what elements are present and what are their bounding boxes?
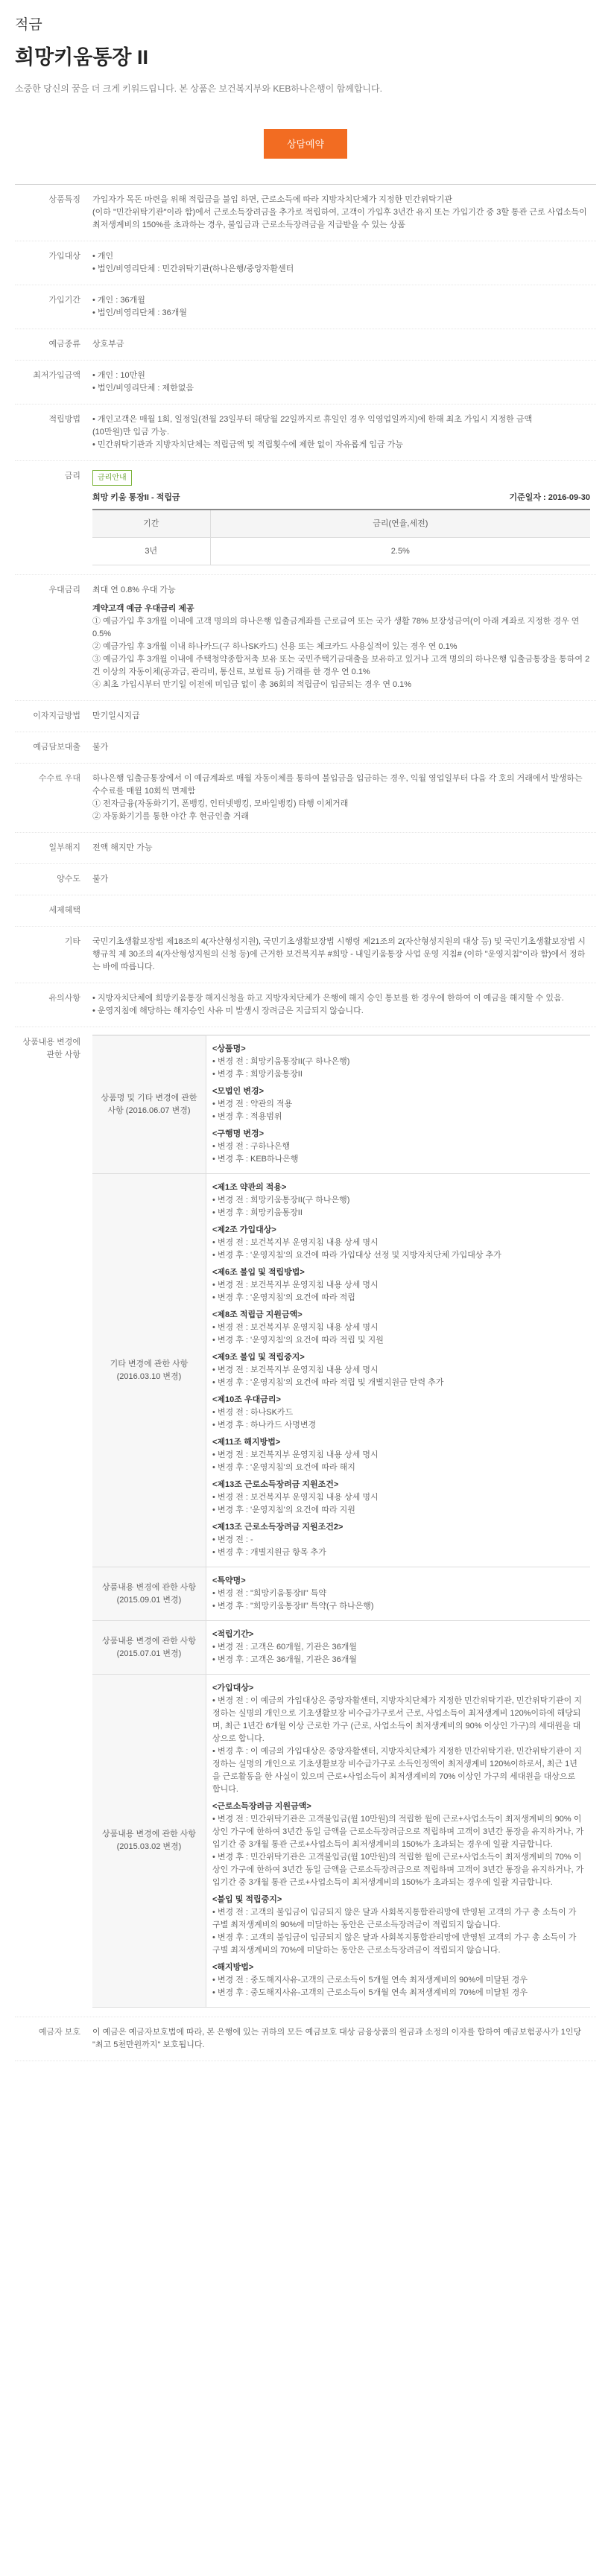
change-line: • 변경 전 : -	[212, 1535, 253, 1544]
row-transfer	[15, 864, 596, 895]
row-value	[92, 194, 596, 232]
row-value: 만기일시지급	[92, 711, 140, 720]
change-section-heading: <해지방법>	[212, 1963, 254, 1972]
change-line: • 변경 전 : 보건복지부 운영지침 내용 상세 명시	[212, 1450, 379, 1459]
change-block-title: 상품내용 변경에 관한 사항 (2015.03.02 변경)	[92, 1675, 206, 2008]
change-block-content	[206, 1621, 591, 1675]
change-block-content	[206, 1174, 591, 1567]
text-line: ① 전자금융(자동화기기, 폰뱅킹, 인터넷뱅킹, 모바일뱅킹) 타행 이체거래	[92, 799, 349, 808]
row-tax	[15, 895, 596, 927]
table-row	[92, 538, 590, 565]
column-header: 기간	[92, 510, 210, 538]
change-section-heading: <상품명>	[212, 1044, 246, 1053]
change-line: • 변경 전 : 약관의 적용	[212, 1100, 293, 1108]
change-section-heading: <제13조 근로소득장려금 지원조건>	[212, 1480, 339, 1489]
row-min-amount	[15, 361, 596, 405]
row-value	[92, 1036, 596, 2008]
change-line: • 변경 후 : 이 예금의 가입대상은 중앙자활센터, 지방자치단체가 지정한 민간위탁기관, 민간위탁기관이 지정하는 실명의 개인으로 기초생활보장 비수급가구로 소득인정액이 최저생계비 120%이하로서, 최근 1년을 근로활동을 한 사실이 있으며 근로+사업소득이 최저생계비의 70% 이상인 가구의 세대원을 대상으로 합니다.	[212, 1747, 582, 1794]
change-section-heading: <특약명>	[212, 1576, 246, 1585]
change-line: • 변경 후 : "희망키움통장II" 특약(구 하나은행)	[212, 1602, 374, 1611]
change-section-heading: <제11조 해지방법>	[212, 1438, 281, 1447]
change-line: • 변경 후 : '운영지침'의 요건에 따라 가입대상 선정 및 지방자치단체 가입대상 추가	[212, 1251, 501, 1260]
row-method	[15, 405, 596, 461]
row-value	[92, 904, 596, 917]
text-line: • 개인고객은 매월 1회, 일정일(전월 23일부터 해당월 22일까지로 휴일인 경우 익영업일까지)에 한해 최초 가입시 지정한 금액	[92, 415, 533, 424]
text-line: • 개인 : 36개월	[92, 296, 145, 305]
change-section-heading: <제6조 불입 및 적립방법>	[212, 1268, 305, 1277]
row-deposit-loan	[15, 732, 596, 764]
row-interest-pay	[15, 701, 596, 732]
changes-table	[92, 1035, 590, 2008]
change-section-heading: <제10조 우대금리>	[212, 1395, 281, 1404]
text-line: ④ 최초 가입시부터 만기일 이전에 미입금 없이 총 36회의 적립금이 입금되는 경우 연 0.1%	[92, 680, 412, 689]
change-line: • 변경 전 : 이 예금의 가입대상은 중앙자활센터, 지방자치단체가 지정한 민간위탁기관, 민간위탁기관이 지정하는 실명의 개인으로 기초생활보장 비수급가구로서 근로, 사업소득이 최저생계비 120%이하에 해당되며, 최근 1년간 6개월 이상 근로한 가구 (근로, 사업소득이 최저생계비의 90% 이상인 가구)의 세대원을 대상으로 합니다.	[212, 1696, 582, 1743]
change-line: • 변경 전 : 희망키움통장II(구 하나은행)	[212, 1057, 350, 1066]
change-line: • 변경 전 : 보건복지부 운영지침 내용 상세 명시	[212, 1323, 379, 1332]
row-label: 수수료 우대	[38, 774, 80, 783]
text-line: • 지방자치단체에 희망키움통장 해지신청을 하고 지방자치단체가 은행에 해지 승인 통보를 한 경우에 한하여 이 예금을 해지할 수 있음.	[92, 994, 564, 1003]
row-label: 가입기간	[48, 296, 80, 305]
row-period	[15, 285, 596, 329]
change-block-title: 상품내용 변경에 관한 사항 (2015.09.01 변경)	[92, 1567, 206, 1621]
change-block-row	[92, 1621, 590, 1675]
row-label: 예금자 보호	[38, 2028, 80, 2037]
row-fee	[15, 764, 596, 833]
text-line: • 법인/비영리단체 : 36개월	[92, 308, 188, 317]
row-label: 최저가입금액	[33, 371, 80, 380]
row-label: 예금종류	[48, 340, 80, 349]
row-label: 이자지급방법	[33, 711, 80, 720]
change-section-heading: <불입 및 적립중지>	[212, 1895, 282, 1904]
change-line: • 변경 전 : 보건복지부 운영지침 내용 상세 명시	[212, 1238, 379, 1247]
text-line: 하나은행 입출금통장에서 이 예금계좌로 매월 자동이체를 통하여 불입금을 입금하는 경우, 익월 영업일부터 다음 각 호의 거래에서 발생하는 수수료를 매월 10회씩 면제함	[92, 774, 583, 796]
change-line: • 변경 후 : 고객은 36개월, 기관은 36개월	[212, 1655, 357, 1664]
rate-info-badge[interactable]: 금리안내	[92, 470, 132, 486]
change-block-content	[206, 1567, 591, 1621]
row-bonus-rate	[15, 575, 596, 701]
change-line: • 변경 전 : 희망키움통장II(구 하나은행)	[212, 1196, 350, 1205]
change-line: • 변경 후 : 개별지원금 항목 추가	[212, 1548, 326, 1557]
change-block-row	[92, 1035, 590, 1174]
change-section-heading: <적립기간>	[212, 1630, 254, 1639]
change-line: • 변경 전 : 보건복지부 운영지침 내용 상세 명시	[212, 1493, 379, 1502]
row-label: 세제혜택	[48, 906, 80, 915]
text-line: (10만원)만 입금 가능.	[92, 428, 170, 437]
rate-base-date: 기준일자 : 2016-09-30	[509, 493, 590, 502]
table-cell: 2.5%	[210, 538, 590, 565]
consult-reservation-button[interactable]: 상담예약	[264, 129, 347, 159]
change-line: • 변경 후 : '운영지침'의 요건에 따라 해지	[212, 1463, 355, 1472]
change-line: • 변경 후 : 민간위탁기관은 고객불입금(월 10만원)의 적립한 월에 근로+사업소득이 최저생계비의 70% 이상인 가구에 한하여 3년간 동일 금액을 근로소득장려금으로 적립하며 고객이 3년간 통장을 유지하거나, 가입기간 중 3개월 통관 근로+사업소득이 최저생계비의 150%가 초과되는 경우에 일괄 지급합니다.	[212, 1853, 584, 1887]
row-value: 불가	[92, 875, 109, 883]
row-label: 기타	[64, 937, 80, 946]
change-line: • 변경 전 : 보건복지부 운영지침 내용 상세 명시	[212, 1281, 379, 1289]
row-value	[92, 470, 596, 565]
text-line: • 법인/비영리단체 : 민간위탁기관(하나은행/중앙자활센터	[92, 264, 294, 273]
change-block-title: 상품명 및 기타 변경에 관한 사항 (2016.06.07 변경)	[92, 1035, 206, 1174]
change-line: • 변경 후 : 중도해지사유-고객의 근로소득이 5개월 연속 최저생계비의 70%에 미달된 경우	[212, 1988, 528, 1997]
change-line: • 변경 후 : 적용범위	[212, 1112, 282, 1121]
change-section-heading: <모법인 변경>	[212, 1087, 265, 1096]
text-line: ② 예금가입 후 3개월 이내 하나카드(구 하나SK카드) 신용 또는 체크카드 사용실적이 있는 경우 연 0.1%	[92, 642, 458, 651]
row-label: 가입대상	[48, 252, 80, 261]
row-value	[92, 992, 596, 1018]
text-line: • 법인/비영리단체 : 제한없음	[92, 384, 194, 393]
change-line: • 변경 전 : 보건복지부 운영지침 내용 상세 명시	[212, 1365, 379, 1374]
change-line: • 변경 전 : 고객의 불입금이 입금되지 않은 달과 사회복지통합관리망에 반영된 고객의 가구 총 소득이 가구별 최저생계비의 90%에 미달하는 동안은 근로소득장려금이 적립되지 않습니다.	[212, 1908, 577, 1929]
row-value: 불가	[92, 743, 109, 752]
change-block-row	[92, 1567, 590, 1621]
change-line: • 변경 후 : 희망키움통장II	[212, 1070, 303, 1079]
row-value	[92, 413, 596, 451]
row-changes	[15, 1027, 596, 2017]
row-label: 적립방법	[48, 415, 80, 424]
row-label: 예금담보대출	[33, 743, 80, 752]
row-value: 전액 해지만 가능	[92, 843, 153, 852]
change-block-row	[92, 1675, 590, 2008]
row-target	[15, 241, 596, 285]
change-line: • 변경 후 : KEB하나은행	[212, 1155, 299, 1164]
rate-table	[92, 509, 590, 565]
row-value	[92, 250, 596, 276]
row-label: 유의사항	[48, 994, 80, 1003]
change-line: • 변경 전 : 중도해지사유-고객의 근로소득이 5개월 연속 최저생계비의 90%에 미달된 경우	[212, 1976, 528, 1985]
text-line: 국민기초생활보장법 제18조의 4(자산형성지원), 국민기초생활보장법 시행령 제21조의 2(자산형성지원의 대상 등) 및 국민기초생활보장법 시행규칙 제 30조의 4(자산형성지원의 신청 등)에 근거한 보건복지부 #희망 - 내일키움통장 사업 운영 지침# (이하 "운영지침"이라 함)에서 정하는 바에 따릅니다.	[92, 937, 586, 971]
text-line: ③ 예금가입 후 3개월 이내에 주택청약종합저축 보유 또는 국민주택기금대출을 보유하고 있거나 고객 명의의 하나은행 입출금통장을 통하여 2건 이상의 자동이체(공과금, 관리비, 통신료, 보험료 등) 거래를 한 경우 연 0.1%	[92, 655, 590, 676]
change-section-heading: <근로소득장려금 지원금액>	[212, 1802, 311, 1811]
row-etc	[15, 927, 596, 983]
change-section-heading: <가입대상>	[212, 1684, 254, 1693]
cta-area	[15, 129, 596, 159]
text-line: 최대 연 0.8% 우대 가능	[92, 586, 176, 594]
change-line: • 변경 전 : 민간위탁기관은 고객불입금(월 10만원)의 적립한 월에 근로+사업소득이 최저생계비의 90% 이상인 가구에 한하여 3년간 동일 금액을 근로소득장려금으로 적립하며 고객이 3년간 통장을 유지하거나, 가입기간 중 3개월 통관 근로+사업소득이 최저생계비의 150%가 초과되는 경우에 일괄 지급합니다.	[212, 1815, 584, 1849]
row-value	[92, 2026, 596, 2052]
category-label: 적금	[15, 17, 42, 33]
change-block-title: 상품내용 변경에 관한 사항 (2015.07.01 변경)	[92, 1621, 206, 1675]
row-value	[92, 369, 596, 395]
row-features	[15, 185, 596, 241]
change-line: • 변경 후 : '운영지침'의 요건에 따라 적립	[212, 1293, 355, 1302]
row-label: 상품특징	[48, 195, 80, 204]
rate-table-title: 희망 키움 통장II - 적립금	[92, 493, 180, 502]
row-partial-withdraw	[15, 833, 596, 864]
table-cell: 3년	[92, 538, 210, 565]
row-label: 양수도	[57, 875, 80, 883]
row-label: 우대금리	[48, 586, 80, 594]
change-line: • 변경 후 : 희망키움통장II	[212, 1208, 303, 1217]
text-line: 이 예금은 예금자보호법에 따라, 본 은행에 있는 귀하의 모든 예금보호 대상 금융상품의 원금과 소정의 이자를 합하여 예금보험공사가 1인당 "최고 5천만원까지" 보호됩니다.	[92, 2028, 582, 2049]
row-value	[92, 773, 596, 823]
change-section-heading: <제9조 불입 및 적립중지>	[212, 1353, 305, 1362]
text-line: ② 자동화기기를 통한 야간 후 현금인출 거래	[92, 812, 249, 821]
row-label: 금리	[64, 472, 80, 480]
rate-table-header	[92, 492, 590, 504]
change-section-heading: <제1조 약관의 적용>	[212, 1183, 287, 1192]
change-line: • 변경 후 : '운영지침'의 요건에 따라 지원	[212, 1506, 355, 1514]
text-line: • 운영지침에 해당하는 해지승인 사유 미 발생시 장려금은 지급되지 않습니다.	[92, 1006, 364, 1015]
row-value	[92, 936, 596, 974]
bonus-heading: 계약고객 예금 우대금리 제공	[92, 604, 194, 613]
change-section-heading: <제13조 근로소득장려금 지원조건2>	[212, 1523, 344, 1532]
change-section-heading: <제2조 가입대상>	[212, 1225, 276, 1234]
change-block-row	[92, 1174, 590, 1567]
text-line: 최저생계비의 150%를 초과하는 경우, 불입금과 근로소득장려금을 지급받을 수 있는 상품	[92, 221, 405, 229]
row-value	[92, 584, 596, 691]
row-label: 상품내용 변경에 관한 사항	[22, 1038, 80, 1059]
text-line: ① 예금가입 후 3개월 이내에 고객 명의의 하나은행 입출금계좌를 근로급여 또는 국가 생활 78% 보장성금여(이 아래 계좌로 지정한 경우 연 0.5%	[92, 617, 580, 638]
change-block-content	[206, 1675, 591, 2008]
text-line: (이하 "민간위탁기관"이라 함)에서 근로소득장려금을 추가로 적립하여, 고객이 가입후 3년간 유지 또는 가입기간 중 3할 통관 근로 사업소득이	[92, 208, 587, 217]
change-block-content	[206, 1035, 591, 1174]
text-line: • 개인	[92, 252, 114, 261]
change-line: • 변경 후 : '운영지침'의 요건에 따라 적립 및 지원	[212, 1336, 384, 1345]
row-protection	[15, 2017, 596, 2061]
text-line: 가입자가 목돈 마련을 위해 적립금을 불입 하면, 근로소득에 따라 지방자치단체가 지정한 민간위탁기관	[92, 195, 452, 204]
change-line: • 변경 전 : 고객은 60개월, 기관은 36개월	[212, 1643, 357, 1652]
row-label: 일부해지	[48, 843, 80, 852]
change-line: • 변경 전 : "희망키움통장II" 특약	[212, 1589, 326, 1598]
row-caution	[15, 983, 596, 1027]
change-block-title: 기타 변경에 관한 사항 (2016.03.10 변경)	[92, 1174, 206, 1567]
page-title: 희망키움통장 II	[15, 46, 148, 69]
column-header: 금리(연율,세전)	[210, 510, 590, 538]
page-subtitle: 소중한 당신의 꿈을 더 크게 키워드립니다. 본 상품은 보건복지부와 KEB하나은행이 함께합니다.	[15, 83, 382, 94]
change-line: • 변경 후 : '운영지침'의 요건에 따라 적립 및 개별지원금 탄력 추가	[212, 1378, 444, 1387]
change-section-heading: <제8조 적립금 지원금액>	[212, 1310, 303, 1319]
text-line: • 민간위탁기관과 지방자치단체는 적립금액 및 적립횟수에 제한 없이 자유롭게 입금 가능	[92, 440, 403, 449]
change-line: • 변경 전 : 하나SK카드	[212, 1408, 294, 1417]
text-line: • 개인 : 10만원	[92, 371, 145, 380]
change-line: • 변경 후 : 하나카드 사명변경	[212, 1421, 317, 1430]
change-section-heading: <구행명 변경>	[212, 1129, 265, 1138]
row-value	[92, 294, 596, 320]
change-line: • 변경 전 : 구하나은행	[212, 1142, 291, 1151]
row-value: 상호부금	[92, 340, 124, 349]
change-line: • 변경 후 : 고객의 불입금이 입금되지 않은 달과 사회복지통합관리망에 반영된 고객의 가구 총 소득이 가구별 최저생계비의 70%에 미달하는 동안은 근로소득장려금이 적립되지 않습니다.	[212, 1933, 577, 1955]
row-rate	[15, 461, 596, 575]
row-type	[15, 329, 596, 361]
product-info-table	[15, 184, 596, 2061]
